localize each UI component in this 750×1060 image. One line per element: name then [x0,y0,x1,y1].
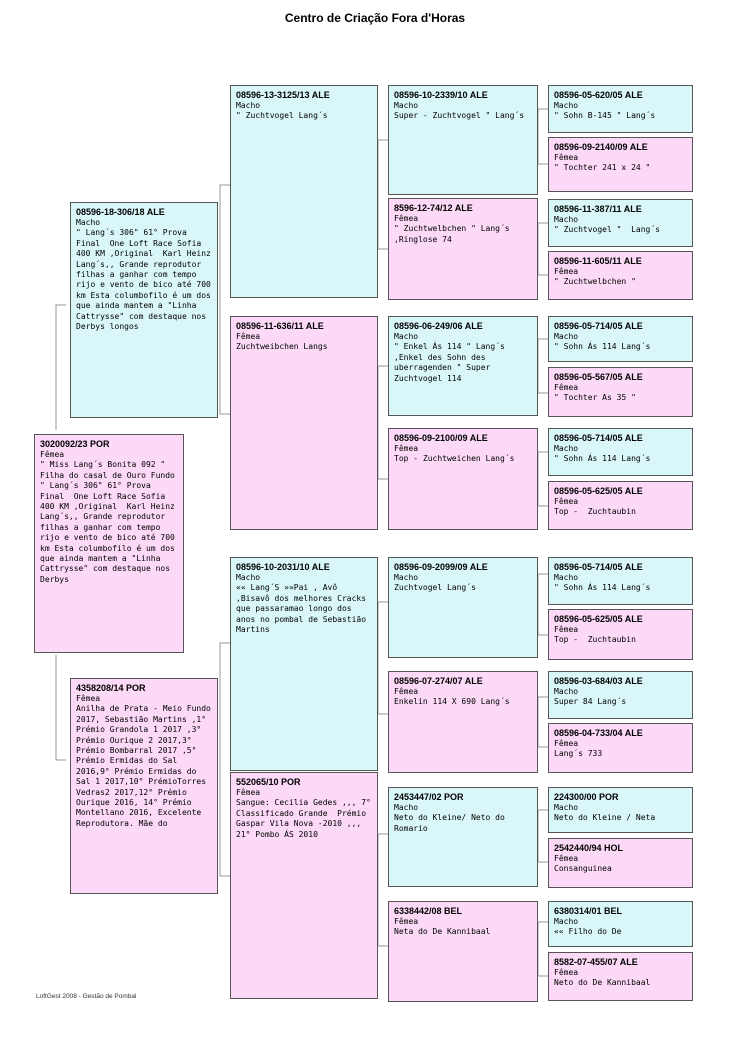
ring-number: 08596-11-605/11 ALE [554,256,642,266]
pedigree-card-gen5[interactable] [548,557,693,605]
sex-label: Macho [394,573,419,582]
pedigree-card-gen5[interactable] [548,723,693,773]
sex-label: Macho [394,803,419,812]
description: Anilha de Prata - Meio Fundo 2017, Sebastião Martins ,1° Prémio Grandola 1 2017 ,3° Prémio Ourique 2 2017,3° Prémio Bombarral 2017 ,5° Prémio Ermidas do Sal 2016,9° Prémio Ermidas do Sal 1 2017,10° PrémioTorres Vedras2 2017,12° Prémio Ourique 2016, 14° Prémio Montellano 2016, Excelente Reprodutora. Mãe do [76,704,216,828]
description: " Sohn Ás 114 Lang´s [554,342,651,352]
ring-number: 8582-07-455/07 ALE [554,957,638,967]
ring-number: 08596-05-714/05 ALE [554,562,643,572]
pedigree-card-sire[interactable] [70,202,218,418]
sex-label: Macho [554,332,579,341]
description: Sangue: Cecilia Gedes ,,, 7° Classificado Grande Prémio Gaspar Vila Nova -2010 ,,, 21° Pombo ÁS 2010 [236,798,376,839]
description: Consanguinea [554,864,612,874]
description: " Zuchtvogel " Lang´s [554,225,660,235]
ring-number: 3020092/23 POR [40,439,110,449]
sex-label: Macho [554,444,579,453]
ring-number: 08596-05-625/05 ALE [554,614,643,624]
ring-number: 224300/00 POR [554,792,619,802]
pedigree-card-gen5[interactable] [548,787,693,833]
sex-label: Macho [554,573,579,582]
sex-label: Fêmea [554,854,579,863]
ring-number: 6380314/01 BEL [554,906,623,916]
description: Zuchtvogel Lang´s [394,583,476,593]
pedigree-card-gen5[interactable] [548,428,693,476]
description: «« Filho do De [554,927,622,937]
pedigree-card-gen4[interactable] [388,787,538,887]
pedigree-card-gen5[interactable] [548,137,693,192]
description: Enkelin 114 X 690 Lang´s [394,697,510,707]
pedigree-card-gen5[interactable] [548,367,693,417]
sex-label: Fêmea [554,267,579,276]
description: " Tochter As 35 " [554,393,636,403]
description: Super - Zuchtvogel " Lang´s [394,111,525,121]
sex-label: Fêmea [76,694,101,703]
ring-number: 8596-12-74/12 ALE [394,203,473,213]
sex-label: Fêmea [394,214,419,223]
ring-number: 08596-03-684/03 ALE [554,676,643,686]
description: Top - Zuchtaubin [554,635,636,645]
ring-number: 08596-10-2031/10 ALE [236,562,330,572]
sex-label: Macho [394,332,419,341]
sex-label: Fêmea [554,968,579,977]
page-title: Centro de Criação Fora d'Horas [284,11,466,25]
ring-number: 4358208/14 POR [76,683,146,693]
ring-number: 08596-18-306/18 ALE [76,207,165,217]
description: Top - Zuchtaubin [554,507,636,517]
ring-number: 08596-11-636/11 ALE [236,321,324,331]
sex-label: Fêmea [394,444,419,453]
pedigree-card-gen5[interactable] [548,609,693,660]
ring-number: 08596-11-387/11 ALE [554,204,642,214]
ring-number: 08596-05-567/05 ALE [554,372,643,382]
ring-number: 08596-09-2140/09 ALE [554,142,648,152]
description: Neto do Kleine / Neta [554,813,656,823]
sex-label: Fêmea [554,739,579,748]
sex-label: Fêmea [236,332,261,341]
pedigree-card-gen5[interactable] [548,952,693,1001]
sex-label: Macho [236,573,261,582]
pedigree-card-gen4[interactable] [388,671,538,773]
pedigree-card-gen5[interactable] [548,671,693,719]
pedigree-card-gen4[interactable] [388,557,538,658]
description: Neto do Kleine/ Neto do Romario [394,813,510,833]
ring-number: 08596-05-620/05 ALE [554,90,643,100]
sex-label: Macho [554,917,579,926]
description: Super 84 Lang´s [554,697,627,707]
pedigree-card-dam[interactable] [70,678,218,894]
pedigree-card-gen5[interactable] [548,901,693,947]
description: " Miss Lang´s Bonita 092 " Filha do casal de Ouro Fundo " Lang´s 306" 61° Prova Final One Loft Race Sofia 400 KM ,Original Karl Heinz Lang´s,, Grande reprodutor filhas a ganhar com tempo rijo e vento de bico até 700 km Esta columbofilo é um dos que ainda mantem a "Linha Cattrysse" com destaque nos Derbys [40,460,180,584]
description: Neta do De Kannibaal [394,927,491,937]
ring-number: 08596-13-3125/13 ALE [236,90,330,100]
sex-label: Fêmea [394,917,419,926]
ring-number: 08596-07-274/07 ALE [394,676,483,686]
pedigree-card-gen4[interactable] [388,198,538,300]
sex-label: Macho [554,803,579,812]
ring-number: 08596-09-2099/09 ALE [394,562,488,572]
description: Neto do De Kannibaal [554,978,651,988]
sex-label: Fêmea [554,153,579,162]
ring-number: 08596-04-733/04 ALE [554,728,643,738]
sex-label: Fêmea [554,383,579,392]
ring-number: 08596-06-249/06 ALE [394,321,483,331]
ring-number: 08596-10-2339/10 ALE [394,90,488,100]
pedigree-card-gen3[interactable] [230,772,378,999]
pedigree-card-gen5[interactable] [548,481,693,530]
ring-number: 2453447/02 POR [394,792,464,802]
ring-number: 08596-05-625/05 ALE [554,486,643,496]
description: " Enkel Ás 114 " Lang´s ,Enkel des Sohn des uberragenden " Super Zuchtvogel 114 [394,342,510,383]
description: " Zuchtwelbchen " [554,277,636,287]
sex-label: Macho [76,218,101,227]
description: " Sohn Ás 114 Lang´s [554,454,651,464]
pedigree-card-gen4[interactable] [388,85,538,195]
sex-label: Macho [554,687,579,696]
ring-number: 6338442/08 BEL [394,906,463,916]
description: Top - Zuchtweichen Lang´s [394,454,515,464]
pedigree-card-gen5[interactable] [548,85,693,133]
pedigree-card-gen5[interactable] [548,199,693,247]
description: «« Lang´S »»Pai , Avô ,Bisavô dos melhores Cracks que passaramao longo dos anos no pombal de Sebastião Martins [236,583,371,635]
pedigree-card-gen3[interactable] [230,316,378,530]
pedigree-card-gen3[interactable] [230,85,378,298]
sex-label: Fêmea [236,788,261,797]
sex-label: Fêmea [554,625,579,634]
pedigree-card-gen3[interactable] [230,557,378,771]
pedigree-card-gen5[interactable] [548,316,693,362]
description: " Zuchtwelbchen " Lang´s ,Ringlose 74 [394,224,515,244]
sex-label: Fêmea [40,450,65,459]
description: " Zuchtvogel Lang´s [236,111,328,121]
description: " Lang´s 306" 61° Prova Final One Loft Race Sofia 400 KM ,Original Karl Heinz Lang´s,, Grande reprodutor filhas a ganhar com tempo rijo e vento de bico até 700 km Esta columbofilo é um dos que ainda mantem a "Linha Cattrysse" com destaque nos Derbys longos [76,228,216,332]
pedigree-card-subject[interactable] [34,434,184,653]
sex-label: Fêmea [554,497,579,506]
sex-label: Fêmea [394,687,419,696]
pedigree-card-gen4[interactable] [388,316,538,416]
sex-label: Macho [554,101,579,110]
pedigree-card-gen4[interactable] [388,428,538,530]
sex-label: Macho [394,101,419,110]
description: " Sohn Ás 114 Lang´s [554,583,651,593]
description: " Sohn B-145 " Lang´s [554,111,656,121]
pedigree-card-gen5[interactable] [548,838,693,888]
sex-label: Macho [236,101,261,110]
pedigree-card-gen4[interactable] [388,901,538,1002]
footer-credit: LoftGest 2008 - Gestão de Pombal [36,993,137,1000]
pedigree-card-gen5[interactable] [548,251,693,300]
ring-number: 08596-09-2100/09 ALE [394,433,488,443]
description: Zuchtweibchen Langs [236,342,328,352]
sex-label: Macho [554,215,579,224]
ring-number: 08596-05-714/05 ALE [554,433,643,443]
description: Lang´s 733 [554,749,603,759]
ring-number: 552065/10 POR [236,777,301,787]
ring-number: 08596-05-714/05 ALE [554,321,643,331]
description: " Tochter 241 x 24 " [554,163,651,173]
ring-number: 2542440/94 HOL [554,843,624,853]
